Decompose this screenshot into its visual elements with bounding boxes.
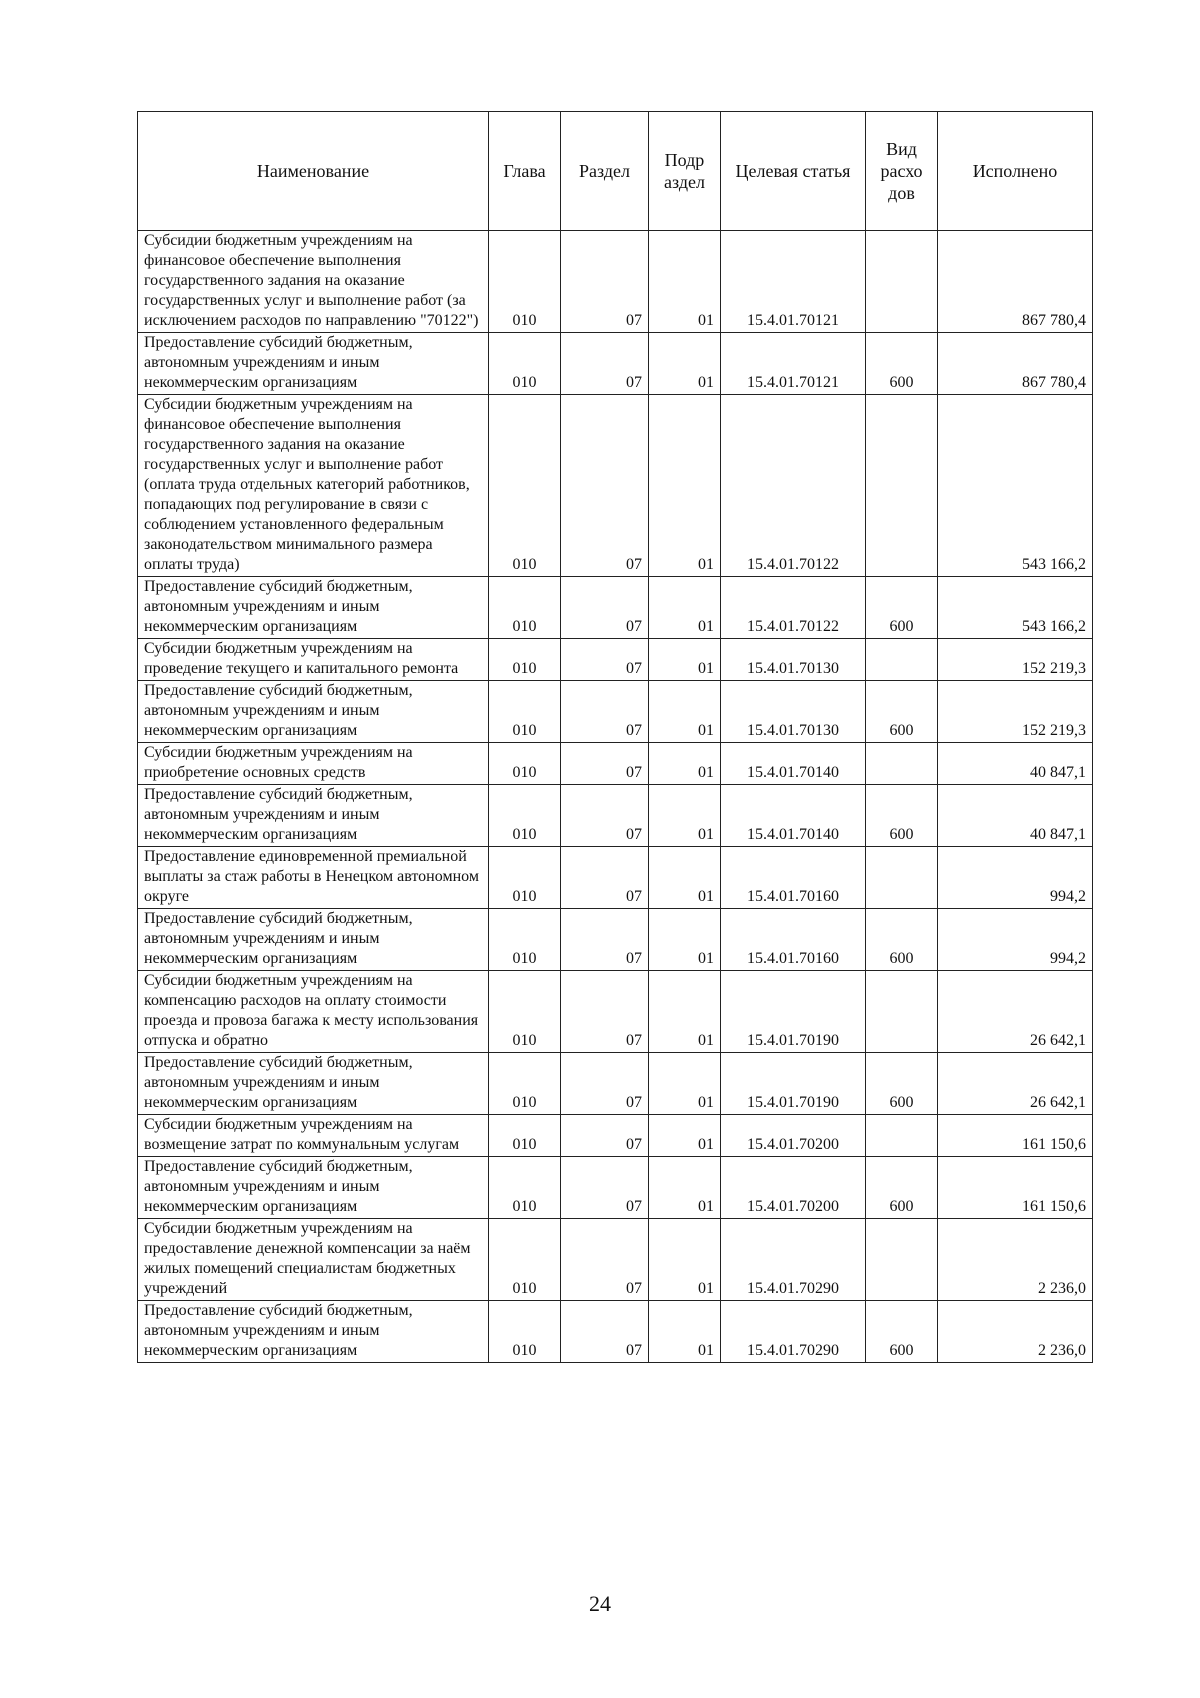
header-ispolneno: Исполнено: [938, 112, 1093, 231]
cell-razdel: 07: [561, 639, 649, 681]
cell-glava: 010: [489, 639, 561, 681]
cell-name: Предоставление субсидий бюджетным, автономным учреждениям и иным некоммерческим организациям: [138, 681, 489, 743]
table-row: [138, 743, 1093, 785]
cell-razdel: 07: [561, 395, 649, 577]
cell-celevaya: 15.4.01.70290: [721, 1219, 866, 1301]
cell-ispolneno: 26 642,1: [938, 1053, 1093, 1115]
cell-glava: 010: [489, 1115, 561, 1157]
cell-name: Предоставление субсидий бюджетным, автономным учреждениям и иным некоммерческим организациям: [138, 785, 489, 847]
table-row: [138, 909, 1093, 971]
cell-razdel: 07: [561, 1157, 649, 1219]
cell-name: Субсидии бюджетным учреждениям на возмещение затрат по коммунальным услугам: [138, 1115, 489, 1157]
table-row: [138, 847, 1093, 909]
cell-podrazdel: 01: [649, 1115, 721, 1157]
cell-glava: 010: [489, 847, 561, 909]
cell-razdel: 07: [561, 743, 649, 785]
cell-vid: [866, 639, 938, 681]
cell-vid: [866, 971, 938, 1053]
cell-razdel: 07: [561, 333, 649, 395]
table-row: [138, 577, 1093, 639]
cell-vid: 600: [866, 1301, 938, 1363]
cell-name: Предоставление субсидий бюджетным, автономным учреждениям и иным некоммерческим организациям: [138, 1157, 489, 1219]
cell-celevaya: 15.4.01.70290: [721, 1301, 866, 1363]
cell-ispolneno: 161 150,6: [938, 1157, 1093, 1219]
table-row: [138, 971, 1093, 1053]
cell-podrazdel: 01: [649, 909, 721, 971]
table-row: [138, 231, 1093, 333]
header-celevaya: Целевая статья: [721, 112, 866, 231]
table-row: [138, 681, 1093, 743]
header-name: Наименование: [138, 112, 489, 231]
cell-ispolneno: 867 780,4: [938, 231, 1093, 333]
cell-name: Предоставление субсидий бюджетным, автономным учреждениям и иным некоммерческим организациям: [138, 909, 489, 971]
cell-celevaya: 15.4.01.70122: [721, 577, 866, 639]
cell-name: Субсидии бюджетным учреждениям на приобретение основных средств: [138, 743, 489, 785]
cell-razdel: 07: [561, 847, 649, 909]
cell-celevaya: 15.4.01.70140: [721, 743, 866, 785]
cell-vid: 600: [866, 1157, 938, 1219]
cell-razdel: 07: [561, 1053, 649, 1115]
cell-ispolneno: 867 780,4: [938, 333, 1093, 395]
cell-name: Предоставление единовременной премиальной выплаты за стаж работы в Ненецком автономном округе: [138, 847, 489, 909]
budget-execution-table: [137, 111, 1093, 1363]
cell-celevaya: 15.4.01.70122: [721, 395, 866, 577]
cell-ispolneno: 994,2: [938, 909, 1093, 971]
cell-ispolneno: 40 847,1: [938, 785, 1093, 847]
cell-podrazdel: 01: [649, 971, 721, 1053]
table-row: [138, 1219, 1093, 1301]
cell-ispolneno: 161 150,6: [938, 1115, 1093, 1157]
cell-name: Субсидии бюджетным учреждениям на финансовое обеспечение выполнения государственного задания на оказание государственных услуг и выполнение работ (оплата труда отдельных категорий работников, попадающих под регулирование в связи с соблюдением установленного федеральным законодательством минимального размера оплаты труда): [138, 395, 489, 577]
table-header-row: [138, 112, 1093, 231]
cell-vid: 600: [866, 785, 938, 847]
cell-vid: 600: [866, 681, 938, 743]
cell-name: Предоставление субсидий бюджетным, автономным учреждениям и иным некоммерческим организациям: [138, 1053, 489, 1115]
cell-celevaya: 15.4.01.70121: [721, 333, 866, 395]
cell-celevaya: 15.4.01.70130: [721, 639, 866, 681]
cell-razdel: 07: [561, 681, 649, 743]
cell-name: Субсидии бюджетным учреждениям на предоставление денежной компенсации за наём жилых помещений специалистам бюджетных учреждений: [138, 1219, 489, 1301]
table-row: [138, 395, 1093, 577]
cell-celevaya: 15.4.01.70160: [721, 847, 866, 909]
header-razdel: Раздел: [561, 112, 649, 231]
cell-podrazdel: 01: [649, 1301, 721, 1363]
cell-glava: 010: [489, 577, 561, 639]
header-glava: Глава: [489, 112, 561, 231]
cell-razdel: 07: [561, 231, 649, 333]
cell-vid: [866, 1115, 938, 1157]
cell-glava: 010: [489, 743, 561, 785]
cell-podrazdel: 01: [649, 639, 721, 681]
cell-glava: 010: [489, 231, 561, 333]
cell-podrazdel: 01: [649, 681, 721, 743]
cell-ispolneno: 543 166,2: [938, 577, 1093, 639]
cell-celevaya: 15.4.01.70160: [721, 909, 866, 971]
cell-celevaya: 15.4.01.70121: [721, 231, 866, 333]
cell-podrazdel: 01: [649, 577, 721, 639]
cell-ispolneno: 2 236,0: [938, 1219, 1093, 1301]
cell-ispolneno: 152 219,3: [938, 639, 1093, 681]
cell-name: Предоставление субсидий бюджетным, автономным учреждениям и иным некоммерческим организациям: [138, 333, 489, 395]
cell-vid: [866, 395, 938, 577]
cell-vid: [866, 231, 938, 333]
cell-vid: 600: [866, 1053, 938, 1115]
cell-glava: 010: [489, 909, 561, 971]
cell-razdel: 07: [561, 1115, 649, 1157]
cell-razdel: 07: [561, 1219, 649, 1301]
cell-celevaya: 15.4.01.70200: [721, 1157, 866, 1219]
cell-glava: 010: [489, 1219, 561, 1301]
table-row: [138, 333, 1093, 395]
cell-ispolneno: 26 642,1: [938, 971, 1093, 1053]
cell-razdel: 07: [561, 971, 649, 1053]
cell-ispolneno: 994,2: [938, 847, 1093, 909]
cell-name: Субсидии бюджетным учреждениям на финансовое обеспечение выполнения государственного задания на оказание государственных услуг и выполнение работ (за исключением расходов по направлению "70122"): [138, 231, 489, 333]
cell-name: Предоставление субсидий бюджетным, автономным учреждениям и иным некоммерческим организациям: [138, 1301, 489, 1363]
table-row: [138, 1301, 1093, 1363]
cell-razdel: 07: [561, 1301, 649, 1363]
cell-podrazdel: 01: [649, 395, 721, 577]
cell-vid: [866, 1219, 938, 1301]
cell-vid: [866, 847, 938, 909]
cell-vid: [866, 743, 938, 785]
cell-podrazdel: 01: [649, 231, 721, 333]
cell-glava: 010: [489, 971, 561, 1053]
cell-glava: 010: [489, 785, 561, 847]
cell-celevaya: 15.4.01.70200: [721, 1115, 866, 1157]
cell-glava: 010: [489, 395, 561, 577]
cell-ispolneno: 40 847,1: [938, 743, 1093, 785]
table-row: [138, 785, 1093, 847]
page-number: 24: [589, 1591, 611, 1616]
cell-podrazdel: 01: [649, 1053, 721, 1115]
header-vid: Вид расхо дов: [866, 112, 938, 231]
cell-razdel: 07: [561, 577, 649, 639]
cell-glava: 010: [489, 333, 561, 395]
cell-podrazdel: 01: [649, 847, 721, 909]
cell-celevaya: 15.4.01.70190: [721, 1053, 866, 1115]
cell-podrazdel: 01: [649, 333, 721, 395]
table-row: [138, 1157, 1093, 1219]
cell-glava: 010: [489, 1301, 561, 1363]
cell-vid: 600: [866, 333, 938, 395]
cell-vid: 600: [866, 577, 938, 639]
cell-glava: 010: [489, 1053, 561, 1115]
cell-ispolneno: 2 236,0: [938, 1301, 1093, 1363]
table-row: [138, 1115, 1093, 1157]
cell-ispolneno: 543 166,2: [938, 395, 1093, 577]
cell-glava: 010: [489, 1157, 561, 1219]
cell-celevaya: 15.4.01.70140: [721, 785, 866, 847]
cell-podrazdel: 01: [649, 743, 721, 785]
table-row: [138, 1053, 1093, 1115]
cell-podrazdel: 01: [649, 1157, 721, 1219]
cell-name: Субсидии бюджетным учреждениям на компенсацию расходов на оплату стоимости проезда и провоза багажа к месту использования отпуска и обратно: [138, 971, 489, 1053]
cell-ispolneno: 152 219,3: [938, 681, 1093, 743]
cell-celevaya: 15.4.01.70190: [721, 971, 866, 1053]
cell-name: Субсидии бюджетным учреждениям на проведение текущего и капитального ремонта: [138, 639, 489, 681]
cell-razdel: 07: [561, 909, 649, 971]
cell-name: Предоставление субсидий бюджетным, автономным учреждениям и иным некоммерческим организациям: [138, 577, 489, 639]
cell-podrazdel: 01: [649, 1219, 721, 1301]
cell-glava: 010: [489, 681, 561, 743]
cell-vid: 600: [866, 909, 938, 971]
cell-razdel: 07: [561, 785, 649, 847]
header-podrazdel: Подр аздел: [649, 112, 721, 231]
cell-celevaya: 15.4.01.70130: [721, 681, 866, 743]
cell-podrazdel: 01: [649, 785, 721, 847]
table-row: [138, 639, 1093, 681]
